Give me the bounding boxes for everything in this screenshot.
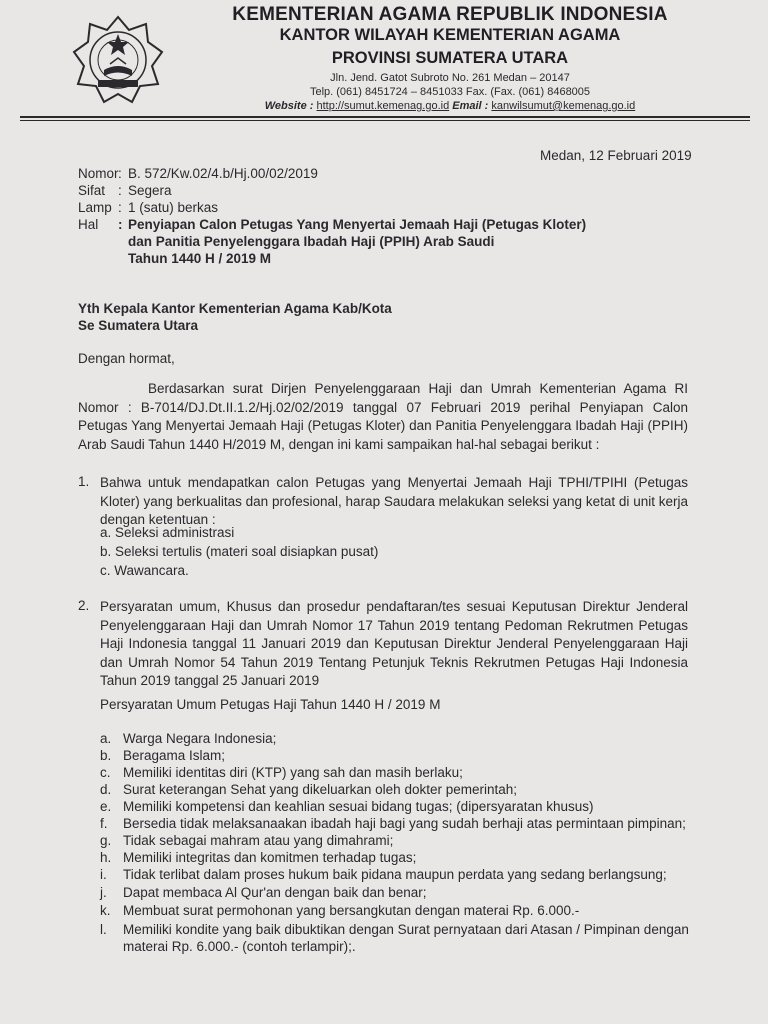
recipient-line: Yth Kepala Kantor Kementerian Agama Kab/Kota (78, 301, 392, 316)
letter-date: Medan, 12 Februari 2019 (540, 148, 692, 163)
meta-value-sifat: Segera (128, 183, 172, 198)
point-number: 2. (78, 598, 90, 613)
meta-label: Hal (78, 217, 99, 232)
requirement-text: Beragama Islam; (123, 748, 226, 763)
meta-value-nomor: B. 572/Kw.02/4.b/Hj.00/02/2019 (128, 166, 318, 181)
meta-colon: : (118, 166, 122, 181)
letterhead-province: PROVINSI SUMATERA UTARA (331, 49, 569, 67)
letterhead-ministry: KEMENTERIAN AGAMA REPUBLIK INDONESIA (232, 4, 668, 25)
meta-colon: : (118, 217, 123, 232)
website-link[interactable]: http://sumut.kemenag.go.id (316, 100, 450, 112)
requirement-key: c. (100, 765, 111, 780)
requirement-text: Membuat surat permohonan yang bersangkutan dengan materai Rp. 6.000.- (123, 903, 580, 918)
requirement-text: Tidak sebagai mahram atau yang dimahrami; (123, 833, 394, 848)
letterhead-divider (20, 116, 750, 118)
greeting: Dengan hormat, (78, 351, 175, 366)
email-label: Email (452, 100, 482, 112)
requirement-key: b. (100, 748, 112, 763)
requirement-text: Surat keterangan Sehat yang dikeluarkan oleh dokter pemerintah; (123, 782, 518, 797)
requirement-key: g. (100, 833, 112, 848)
point1-text: Bahwa untuk mendapatkan calon Petugas yang Menyertai Jemaah Haji TPHI/TPIHI (Petugas Kloter) yang berkualitas dan profesional, harap Saudara melakukan seleksi yang ketat di unit kerja dengan ketentuan : (100, 475, 688, 527)
requirement-text: Memiliki kompetensi dan keahlian sesuai bidang tugas; (dipersyaratan khusus) (123, 799, 594, 814)
requirement-key: l. (100, 922, 107, 937)
meta-colon: : (118, 200, 122, 215)
requirement-text: Tidak terlibat dalam proses hukum baik pidana maupun perdata yang sedang berlangsung; (123, 867, 667, 882)
requirement-key: e. (100, 799, 112, 814)
requirement-key: f. (100, 816, 108, 831)
letterhead-divider-thin (20, 120, 750, 121)
letterhead-address: Jln. Jend. Gatot Subroto No. 261 Medan – 20147 (330, 72, 570, 84)
intro-paragraph: Berdasarkan surat Dirjen Penyelenggaraan Haji dan Umrah Kementerian Agama RI Nomor : B-7014/DJ.Dt.II.1.2/Hj.02/02/2019 tanggal 07 Februari 2019 perihal Penyiapan Calon Petugas Yang Menyertai Jemaah Haji (Petugas Kloter) dan Panitia Penyelenggara Ibadah Haji (PPIH) Arab Saudi Tahun 1440 H/2019 M, dengan ini kami sampaikan hal-hal sebagai berikut : (78, 381, 688, 452)
meta-value-lamp: 1 (satu) berkas (128, 200, 219, 215)
requirement-text: Memiliki kondite yang baik dibuktikan dengan Surat pernyataan dari Atasan / Pimpinan dengan materai Rp. 6.000.- (contoh terlampir);. (123, 922, 689, 954)
point-number: 1. (78, 474, 90, 489)
meta-label: Nomor (78, 166, 119, 181)
requirements-title: Persyaratan Umum Petugas Haji Tahun 1440 H / 2019 M (100, 697, 441, 712)
point1-subitem: c. Wawancara. (100, 563, 189, 578)
point1-subitem: b. Seleksi tertulis (materi soal disiapkan pusat) (100, 544, 379, 559)
requirement-key: k. (100, 903, 111, 918)
point1-subitem: a. Seleksi administrasi (100, 525, 235, 540)
letterhead-web-email: Website : http://sumut.kemenag.go.id Email : kanwilsumut@kemenag.go.id (264, 100, 636, 112)
meta-value-hal: Penyiapan Calon Petugas Yang Menyertai Jemaah Haji (Petugas Kloter) (128, 217, 587, 232)
requirement-key: d. (100, 782, 112, 797)
letterhead-office: KANTOR WILAYAH KEMENTERIAN AGAMA (279, 26, 621, 44)
requirement-key: j. (100, 885, 107, 900)
requirement-key: h. (100, 850, 112, 865)
letterhead-phone: Telp. (061) 8451724 – 8451033 Fax. (Fax. (061) 8468005 (309, 86, 591, 98)
requirement-text: Dapat membaca Al Qur'an dengan baik dan benar; (123, 885, 427, 900)
meta-label: Lamp (78, 200, 112, 215)
requirement-text: Memiliki integritas dan komitmen terhadap tugas; (123, 850, 417, 865)
point2-text: Persyaratan umum, Khusus dan prosedur pendaftaran/tes sesuai Keputusan Direktur Jenderal Penyelenggaraan Haji dan Umrah Nomor 17 Tahun 2019 tentang Pedoman Rekrutmen Petugas Haji Indonesia tanggal 11 Januari 2019 dan Keputusan Direktur Jenderal Penyelenggaraan Haji dan Umrah Nomor 54 Tahun 2019 Tentang Petunjuk Teknis Rekrutmen Petugas Haji Indonesia Tahun 2019 tanggal 25 Januari 2019 (100, 599, 688, 688)
recipient-line: Se Sumatera Utara (78, 318, 199, 333)
meta-label: Sifat (78, 183, 106, 198)
hal-continuation: dan Panitia Penyelenggara Ibadah Haji (PPIH) Arab Saudi (128, 234, 495, 249)
website-label: Website (264, 100, 307, 112)
requirement-text: Memiliki identitas diri (KTP) yang sah dan masih berlaku; (123, 765, 463, 780)
requirement-key: a. (100, 731, 112, 746)
requirement-text: Bersedia tidak melaksanaakan ibadah haji bagi yang sudah berhaji atas permintaan pimpinan; (123, 816, 686, 831)
meta-colon: : (118, 183, 122, 198)
email-link[interactable]: kanwilsumut@kemenag.go.id (491, 100, 636, 112)
requirement-key: i. (100, 867, 107, 882)
requirement-text: Warga Negara Indonesia; (123, 731, 277, 746)
hal-continuation: Tahun 1440 H / 2019 M (128, 251, 272, 266)
